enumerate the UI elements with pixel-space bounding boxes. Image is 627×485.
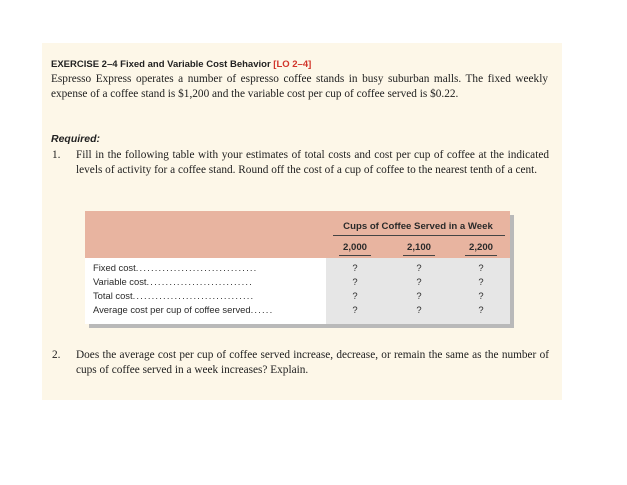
group-header-rule: [333, 235, 505, 236]
required-heading: Required:: [51, 133, 101, 145]
table-cell: ?: [478, 304, 484, 315]
learning-objective-ref: [LO 2–4]: [273, 59, 312, 70]
exercise-title: EXERCISE 2–4 Fixed and Variable Cost Behavior: [51, 59, 271, 70]
table-cell: ?: [478, 290, 484, 301]
leader-dots: ................................: [132, 290, 255, 301]
table-cell: ?: [416, 276, 422, 287]
table-cell: ?: [478, 276, 484, 287]
column-rule: [339, 255, 371, 256]
exercise-intro: Espresso Express operates a number of espresso coffee stands in busy suburban malls. The fixed weekly expense of a coffee stand is $1,200 and the variable cost per cup of coffee served is $0.22.: [51, 73, 548, 101]
leader-dots: ................................: [135, 262, 258, 273]
column-header-2200: 2,200: [468, 242, 493, 253]
row-label-text: Total cost: [93, 290, 133, 301]
table-cell: ?: [352, 276, 358, 287]
row-label-text: Variable cost: [93, 276, 147, 287]
column-rule: [403, 255, 435, 256]
exercise-heading: [51, 59, 311, 70]
table-cell: ?: [352, 290, 358, 301]
row-label-fixed-cost: [93, 262, 321, 273]
question-number: 2.: [52, 349, 61, 361]
row-label-text: Fixed cost: [93, 262, 136, 273]
column-rule: [465, 255, 497, 256]
question-number: 1.: [52, 149, 61, 161]
column-group-header: Cups of Coffee Served in a Week: [343, 221, 493, 232]
table-cell: ?: [416, 262, 422, 273]
leader-dots: ......: [250, 304, 274, 315]
column-header-2100: 2,100: [406, 242, 431, 253]
question-text: Fill in the following table with your estimates of total costs and cost per cup of coffee at the indicated levels of activity for a coffee stand. Round off the cost of a cup of coffee to the nearest tenth of a cent.: [76, 149, 549, 177]
leader-dots: ............................: [146, 276, 254, 287]
column-header-2000: 2,000: [342, 242, 367, 253]
row-label-variable-cost: [93, 276, 321, 287]
row-label-text: Average cost per cup of coffee served: [93, 304, 251, 315]
row-label-total-cost: [93, 290, 321, 301]
question-text: Does the average cost per cup of coffee served increase, decrease, or remain the same as the number of cups of coffee served in a week increases? Explain.: [76, 349, 549, 377]
table-cell: ?: [352, 262, 358, 273]
table-cell: ?: [416, 304, 422, 315]
table-cell: ?: [478, 262, 484, 273]
cost-table: [85, 211, 510, 324]
table-cell: ?: [416, 290, 422, 301]
row-label-average-cost: [93, 304, 321, 315]
table-cell: ?: [352, 304, 358, 315]
